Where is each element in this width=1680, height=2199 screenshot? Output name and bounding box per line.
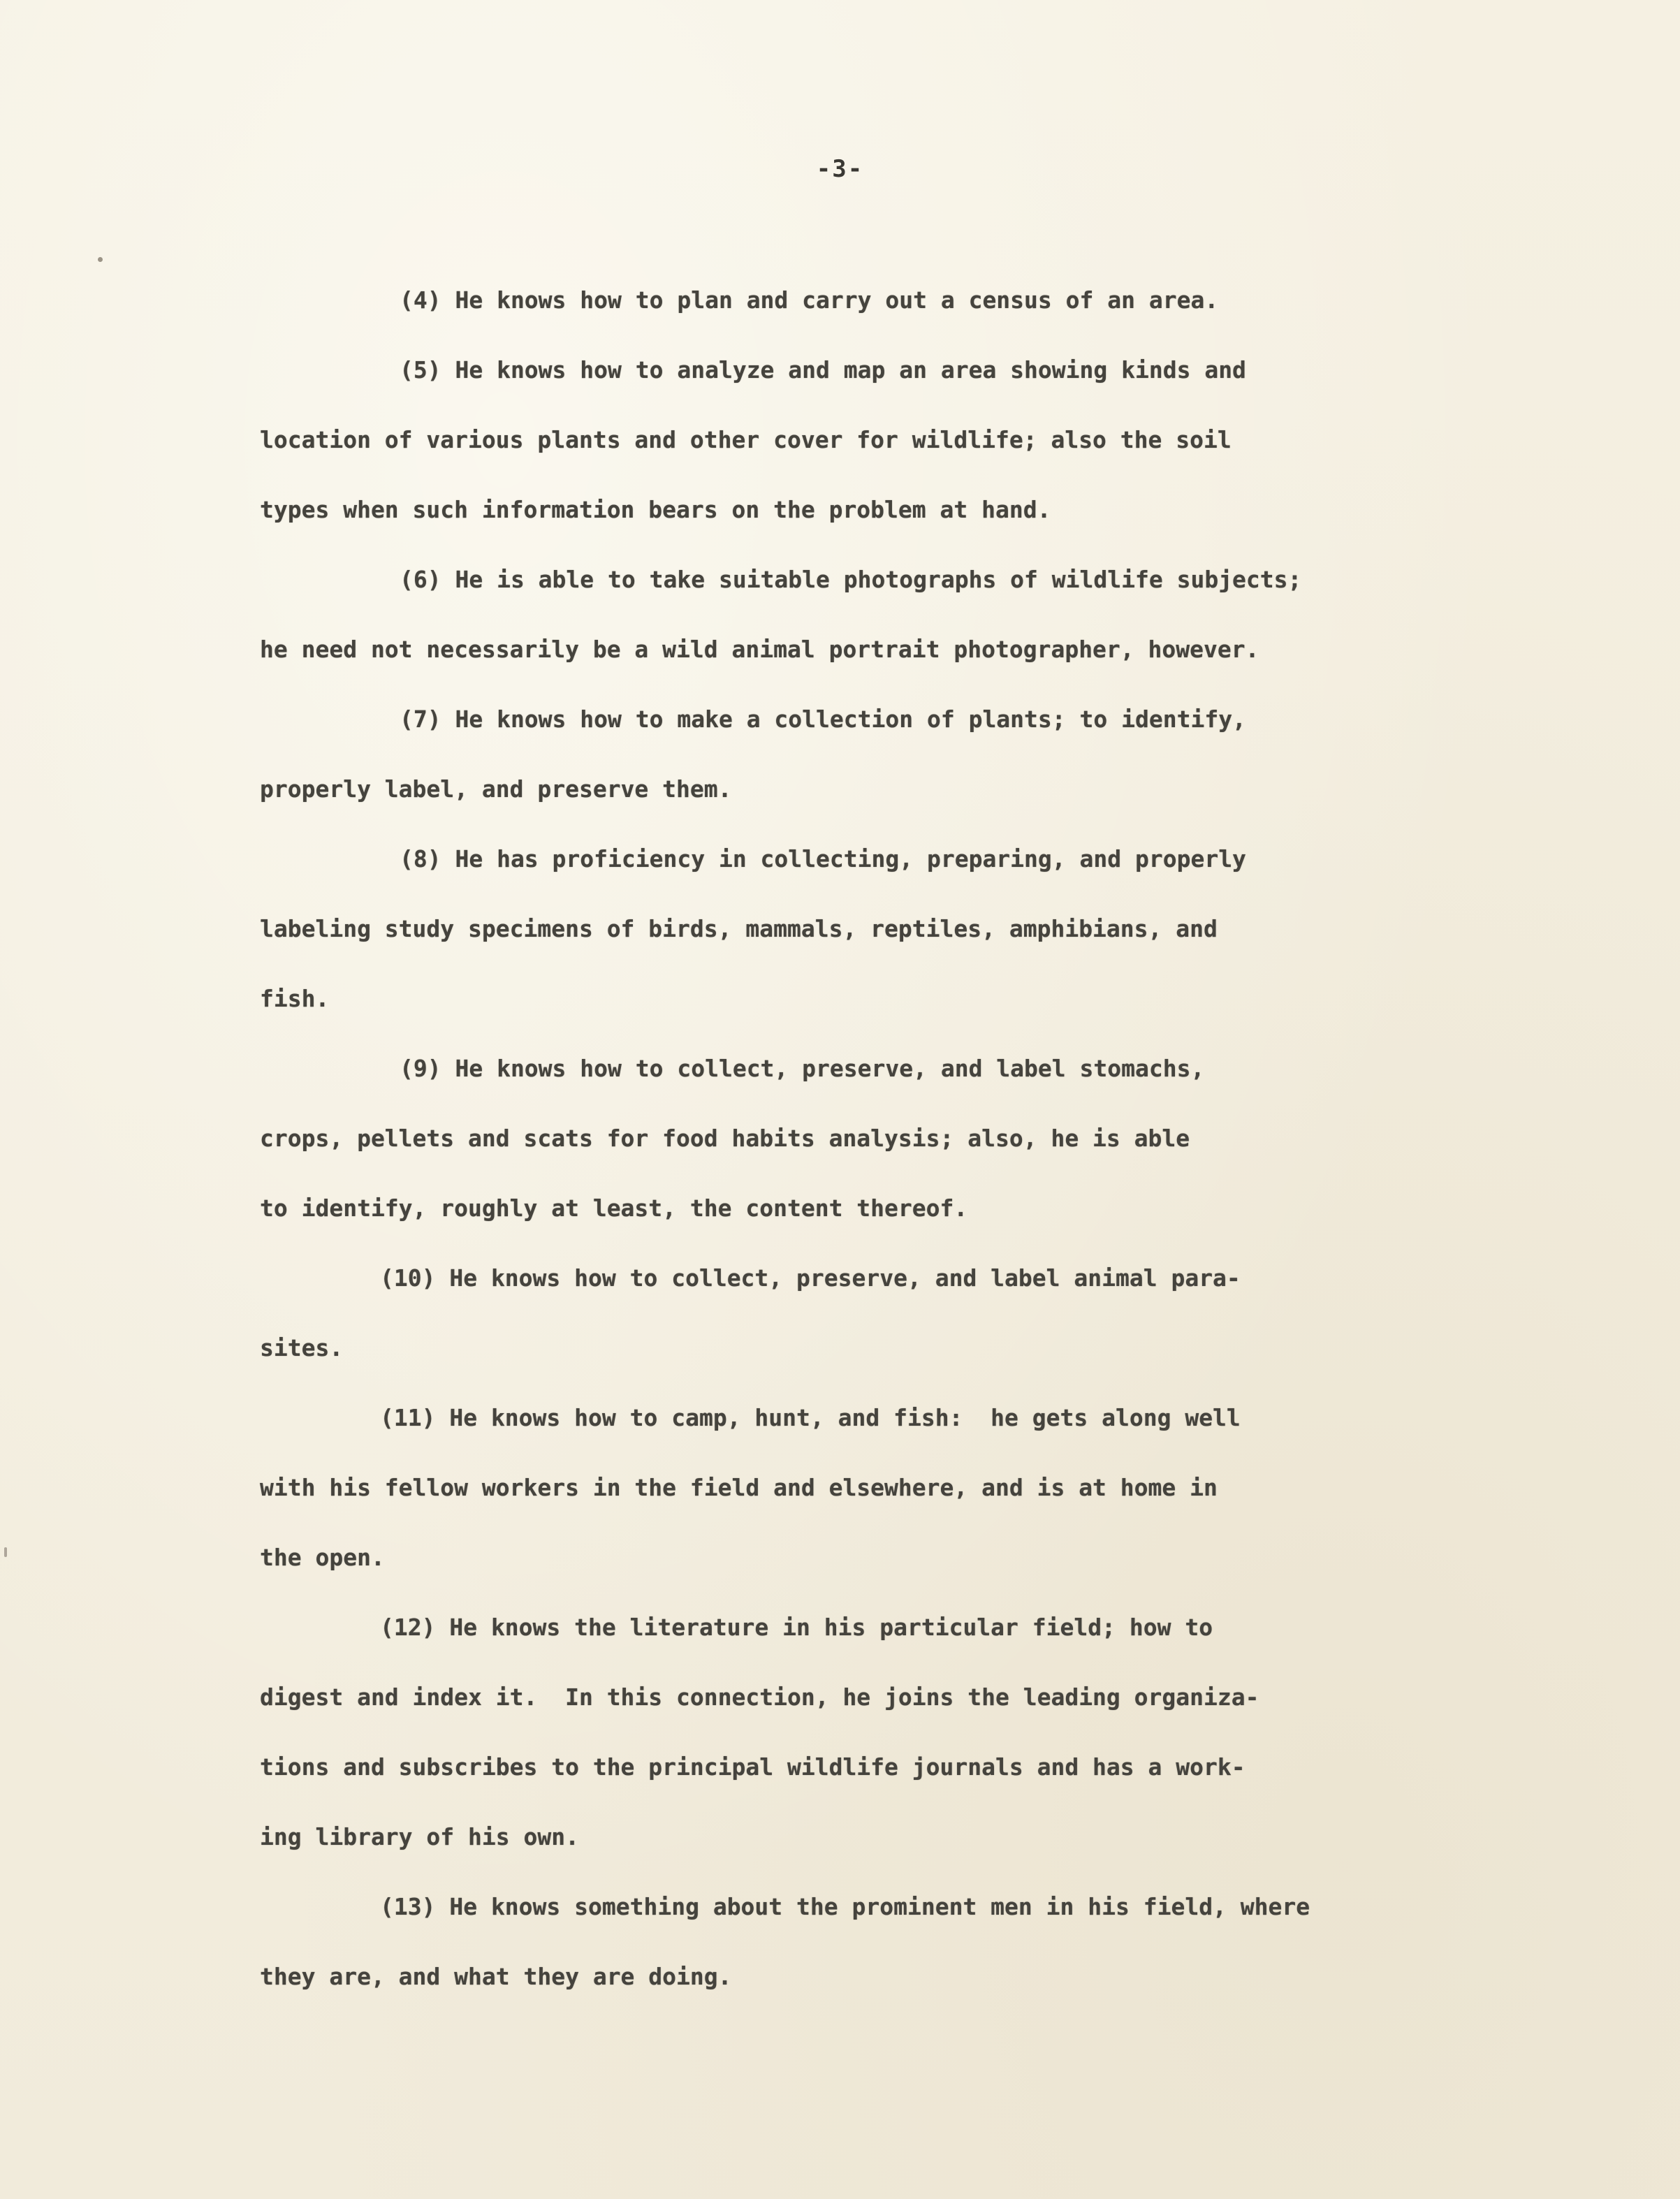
line: he need not necessarily be a wild animal portrait photographer, however. [260, 636, 1259, 663]
line: the open. [260, 1544, 385, 1571]
paper-speck [4, 1547, 7, 1557]
line: (11) He knows how to camp, hunt, and fish: he gets along well [380, 1404, 1241, 1431]
line: labeling study specimens of birds, mammals, reptiles, amphibians, and [260, 915, 1218, 942]
line: properly label, and preserve them. [260, 775, 732, 803]
line: (5) He knows how to analyze and map an area showing kinds and [400, 356, 1246, 383]
line: (12) He knows the literature in his particular field; how to [380, 1614, 1213, 1641]
line: (6) He is able to take suitable photographs of wildlife subjects; [400, 566, 1302, 593]
line: (8) He has proficiency in collecting, preparing, and properly [400, 845, 1246, 872]
line: sites. [260, 1334, 344, 1361]
body-text [260, 279, 1573, 2026]
line: with his fellow workers in the field and elsewhere, and is at home in [260, 1474, 1218, 1501]
line: (10) He knows how to collect, preserve, and label animal para- [380, 1264, 1241, 1292]
line: (4) He knows how to plan and carry out a census of an area. [400, 286, 1219, 314]
paper-speck [98, 257, 103, 262]
page-number: -3- [816, 155, 864, 183]
line: ing library of his own. [260, 1823, 579, 1850]
line: (13) He knows something about the prominent men in his field, where [380, 1893, 1310, 1920]
line: (9) He knows how to collect, preserve, and label stomachs, [400, 1055, 1205, 1082]
line: crops, pellets and scats for food habits analysis; also, he is able [260, 1125, 1190, 1152]
line: types when such information bears on the problem at hand. [260, 496, 1051, 523]
line: fish. [260, 985, 330, 1012]
line: digest and index it. In this connection, he joins the leading organiza- [260, 1683, 1259, 1711]
line: they are, and what they are doing. [260, 1963, 732, 1990]
line: location of various plants and other cover for wildlife; also the soil [260, 426, 1232, 453]
line: tions and subscribes to the principal wildlife journals and has a work- [260, 1753, 1246, 1781]
line: to identify, roughly at least, the content thereof. [260, 1195, 968, 1222]
line: (7) He knows how to make a collection of plants; to identify, [400, 706, 1246, 733]
